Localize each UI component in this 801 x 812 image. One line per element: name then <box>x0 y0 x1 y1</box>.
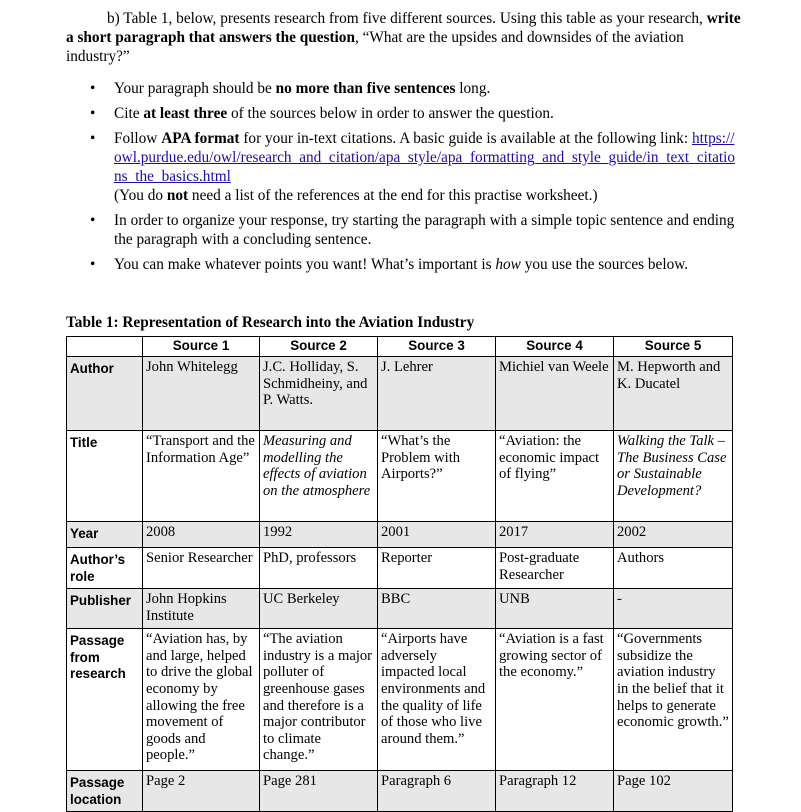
table-cell: BBC <box>378 589 496 629</box>
table-cell: Page 281 <box>260 771 378 812</box>
header-source-1: Source 1 <box>143 337 260 357</box>
table-cell: Walking the Talk – The Business Case or Sustainable Development? <box>614 431 733 522</box>
table-cell: 2008 <box>143 522 260 548</box>
bullet-icon: • <box>90 105 96 122</box>
table-cell: UNB <box>496 589 614 629</box>
intro-question: , “What are the upsides and downsides of the aviation industry?” <box>66 29 684 65</box>
row-label: Passage from research <box>67 629 143 771</box>
table-cell: Michiel van Weele <box>496 357 614 431</box>
table-cell: “Transport and the Information Age” <box>143 431 260 522</box>
intro-text: b) Table 1, below, presents research from five different sources. Using this table as your research, <box>107 10 707 27</box>
bullet-icon: • <box>90 130 96 147</box>
table-cell: J. Lehrer <box>378 357 496 431</box>
table-cell: Post-graduate Researcher <box>496 548 614 589</box>
bullet-icon: • <box>90 256 96 273</box>
apa-guide-link[interactable]: https://owl.purdue.edu/owl/research_and_citation/apa_style/apa_formatting_and_style_guide/in_text_citations_the_basics.html <box>114 130 736 185</box>
bullet-organize: • In order to organize your response, try starting the paragraph with a simple topic sentence and ending the paragraph with a concluding sentence. <box>90 212 735 248</box>
table-cell: Measuring and modelling the effects of aviation on the atmosphere <box>260 431 378 522</box>
bullet-points: • You can make whatever points you want! What’s important is how you use the sources below. <box>90 256 689 273</box>
intro-bold: write a short paragraph that answers the question <box>66 10 741 46</box>
table-cell: “Airports have adversely impacted local environments and the quality of life of those who live around them.” <box>378 629 496 771</box>
table-cell: “Governments subsidize the aviation industry in the belief that it helps to generate economic growth.” <box>614 629 733 771</box>
header-source-2: Source 2 <box>260 337 378 357</box>
bullet-icon: • <box>90 80 96 97</box>
table-row-publisher <box>67 589 733 629</box>
bullet-icon: • <box>90 212 96 229</box>
table-cell: Senior Researcher <box>143 548 260 589</box>
header-source-4: Source 4 <box>496 337 614 357</box>
table-cell: 2002 <box>614 522 733 548</box>
table-row-author <box>67 357 733 431</box>
table-cell: 2017 <box>496 522 614 548</box>
table-cell: John Hopkins Institute <box>143 589 260 629</box>
table-cell: Page 102 <box>614 771 733 812</box>
row-label: Publisher <box>67 589 143 629</box>
table-cell: “Aviation has, by and large, helped to drive the global economy by allowing the free movement of goods and people.” <box>143 629 260 771</box>
table-cell: “Aviation: the economic impact of flying” <box>496 431 614 522</box>
table-cell: “Aviation is a fast growing sector of the economy.” <box>496 629 614 771</box>
row-label: Year <box>67 522 143 548</box>
bullet-cite-sources: • Cite at least three of the sources below in order to answer the question. <box>90 105 554 122</box>
header-source-3: Source 3 <box>378 337 496 357</box>
research-table <box>66 336 733 812</box>
header-source-5: Source 5 <box>614 337 733 357</box>
instruction-bullets <box>90 79 740 280</box>
table-row-title <box>67 431 733 522</box>
table-cell: Paragraph 6 <box>378 771 496 812</box>
bullet-apa-format: • Follow APA format for your in-text citations. A basic guide is available at the following link: https://owl.purdue.edu/owl/research_and_citation/apa_style/apa_formatting_and_style_guide/in_text_citations_the_basics.html (You do not need a list of the references at the end for this practise worksheet.) <box>90 130 736 204</box>
table-cell: 1992 <box>260 522 378 548</box>
table-row-passage <box>67 629 733 771</box>
table-cell: Authors <box>614 548 733 589</box>
row-label: Title <box>67 431 143 522</box>
row-label: Passage location <box>67 771 143 812</box>
instruction-paragraph <box>66 9 746 66</box>
table-cell: - <box>614 589 733 629</box>
table-cell: UC Berkeley <box>260 589 378 629</box>
table-cell: John Whitelegg <box>143 357 260 431</box>
table-cell: PhD, professors <box>260 548 378 589</box>
table-row-role <box>67 548 733 589</box>
row-label: Author’s role <box>67 548 143 589</box>
table-cell: Reporter <box>378 548 496 589</box>
table-caption: Table 1: Representation of Research into the Aviation Industry <box>66 314 475 331</box>
table-row-location <box>67 771 733 812</box>
bullet-sentence-limit: • Your paragraph should be no more than five sentences long. <box>90 80 491 97</box>
table-cell: “The aviation industry is a major polluter of greenhouse gases and therefore is a major contributor to climate change.” <box>260 629 378 771</box>
table-cell: 2001 <box>378 522 496 548</box>
table-cell: J.C. Holliday, S. Schmidheiny, and P. Watts. <box>260 357 378 431</box>
table-cell: “What’s the Problem with Airports?” <box>378 431 496 522</box>
table-cell: Page 2 <box>143 771 260 812</box>
table-cell: Paragraph 12 <box>496 771 614 812</box>
table-header-row <box>67 337 733 357</box>
corner-cell <box>67 337 143 357</box>
table-row-year <box>67 522 733 548</box>
row-label: Author <box>67 357 143 431</box>
table-cell: M. Hepworth and K. Ducatel <box>614 357 733 431</box>
